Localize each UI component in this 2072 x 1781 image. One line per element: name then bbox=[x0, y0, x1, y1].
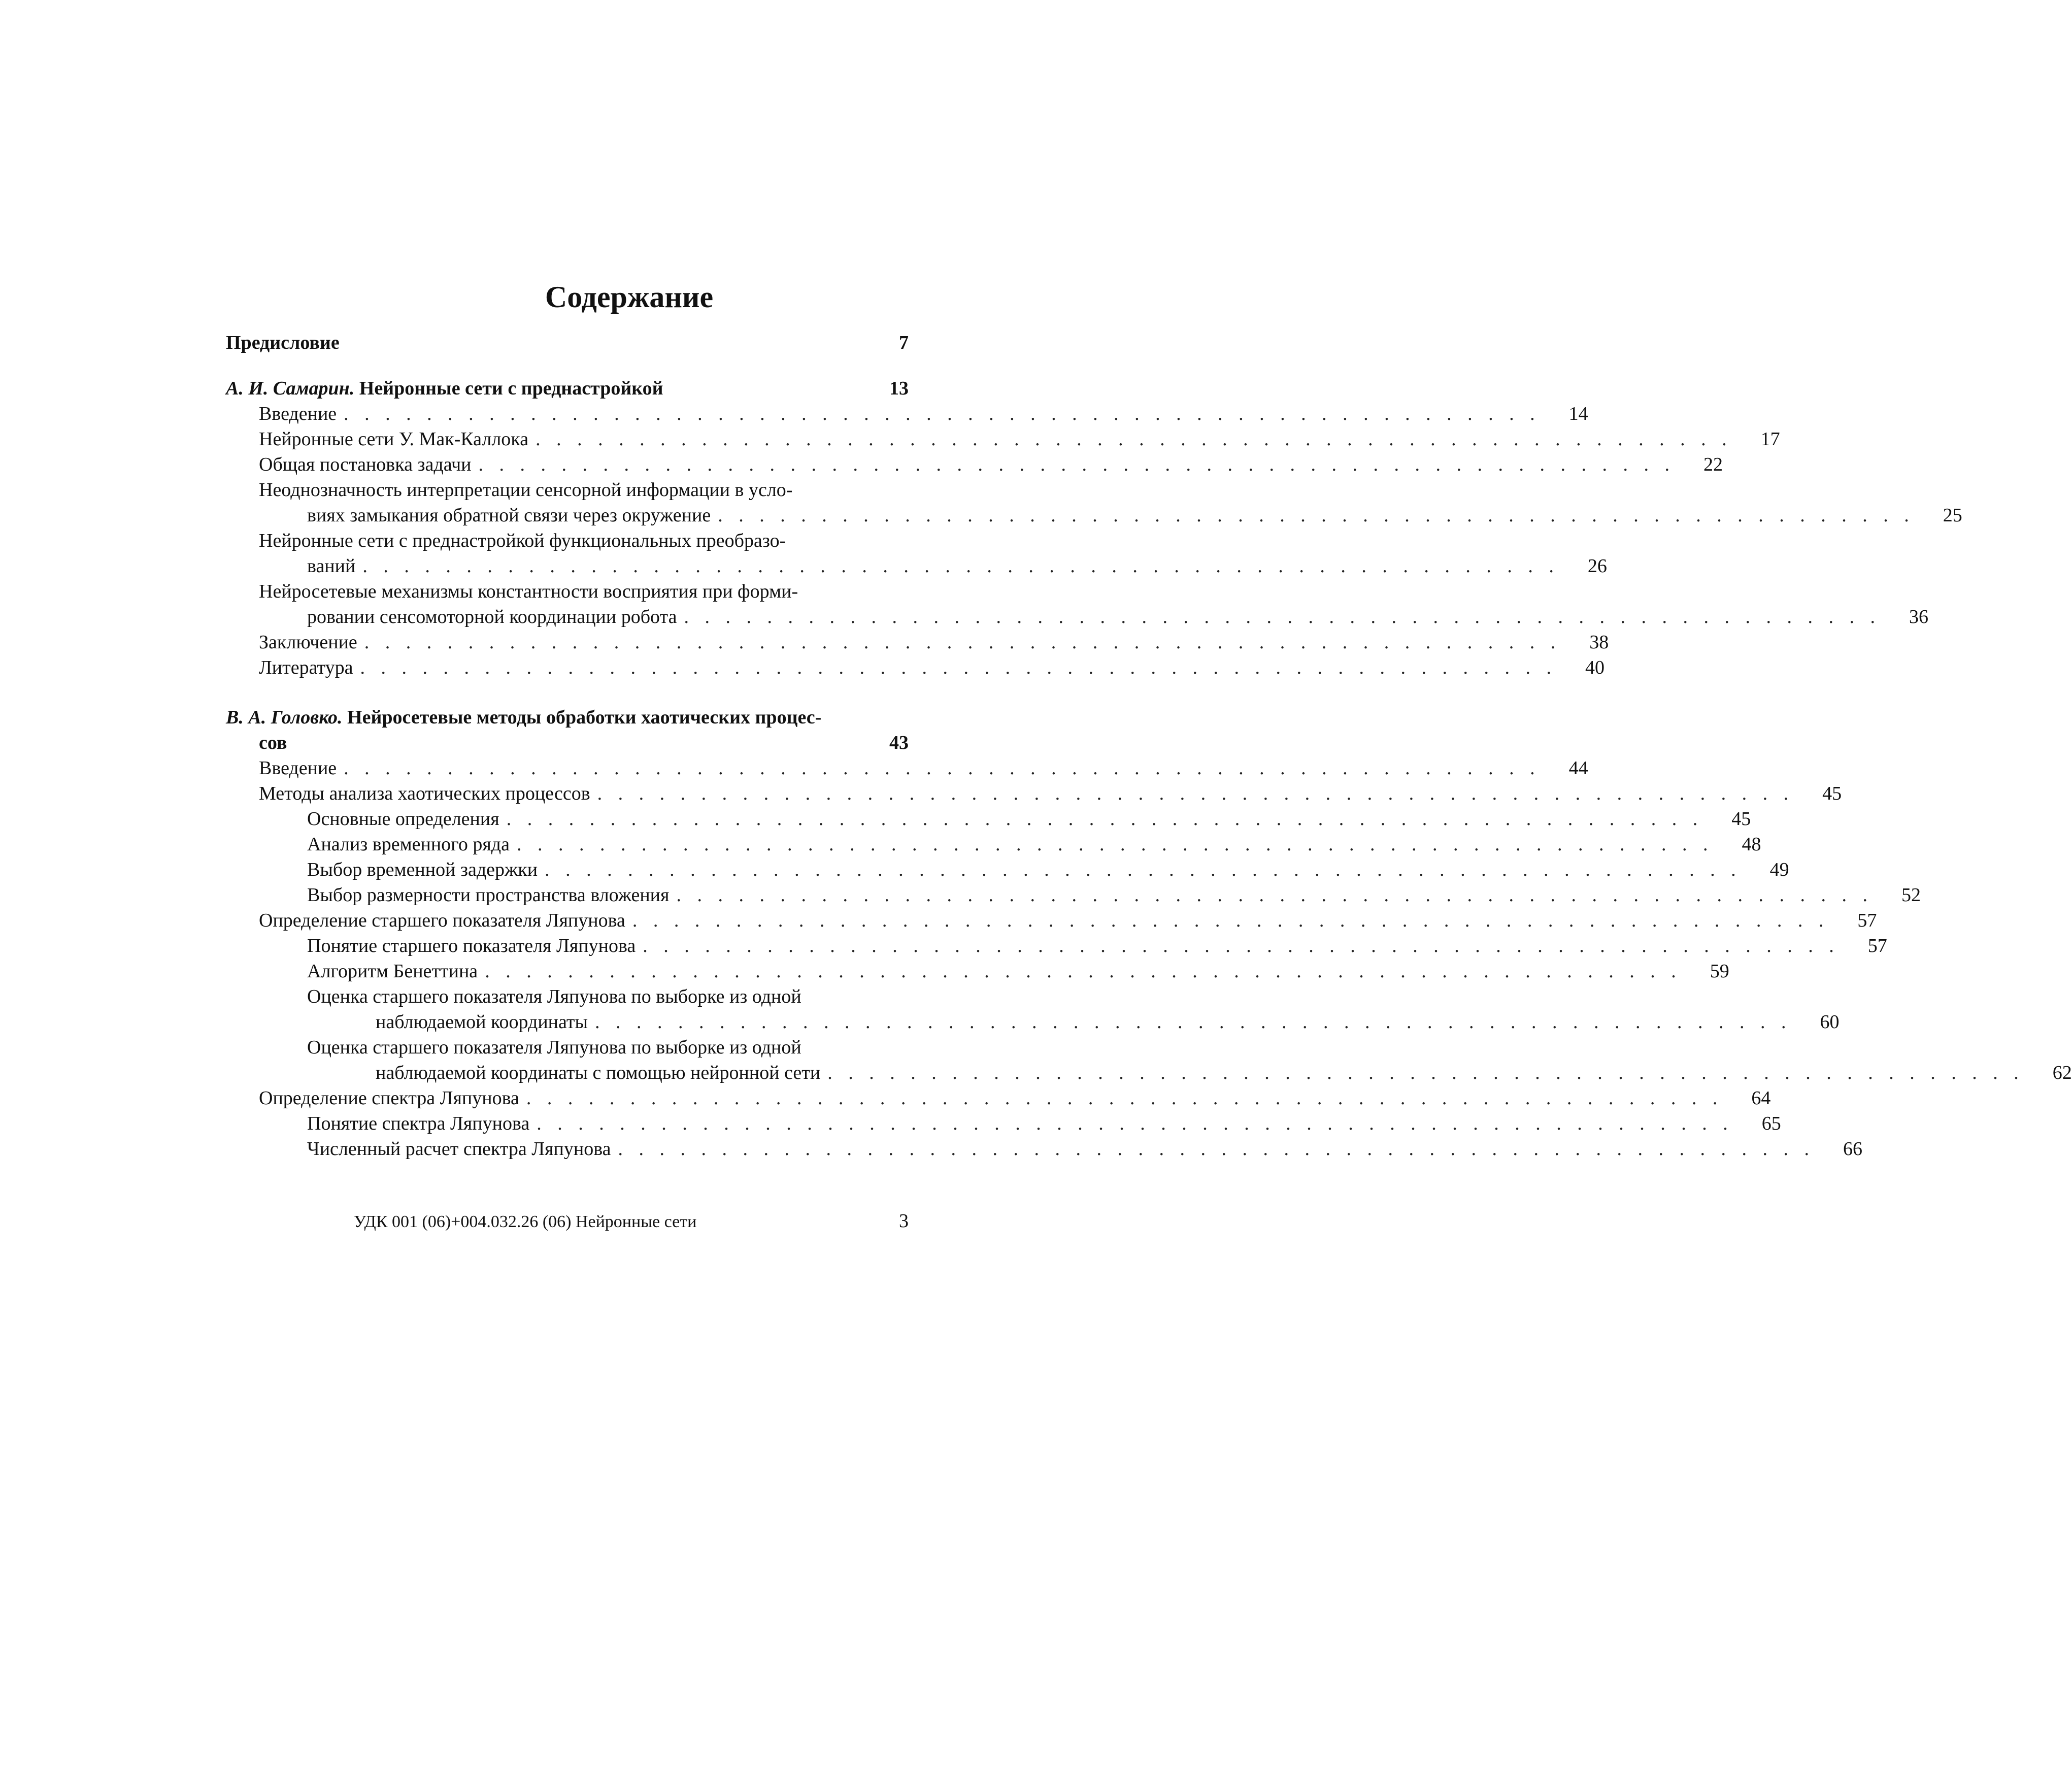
leader-dots: . . . . . . . . . . . . . . . . . . . . . . . . . . . . . . . . . . . . . . . . . . . . . . . . . . . . . . . . . . bbox=[344, 403, 1541, 424]
toc-entry-page: 7 bbox=[899, 332, 909, 353]
leader-dots: . . . . . . . . . . . . . . . . . . . . . . . . . . . . . . . . . . . . . . . . . . . . . . . . . . . . . . . . . . bbox=[718, 505, 1915, 526]
leader-dots: . . . . . . . . . . . . . . . . . . . . . . . . . . . . . . . . . . . . . . . . . . . . . . . . . . . . . . . . . . bbox=[360, 657, 1557, 678]
toc-entry-label: наблюдаемой координаты с помощью нейронной сети bbox=[376, 1062, 821, 1083]
toc-entry-label-line: Нейросетевые механизмы константности восприятия при форми- bbox=[259, 581, 798, 602]
toc-entry[interactable] bbox=[226, 1085, 1771, 1111]
toc-entry-label-line: Оценка старшего показателя Ляпунова по выборке из одной bbox=[307, 986, 801, 1007]
toc-entry-page: 57 bbox=[1867, 935, 1887, 957]
toc-entry[interactable] bbox=[226, 781, 1842, 806]
section-title-line: сов bbox=[259, 732, 287, 753]
section-title-line: Нейросетевые методы обработки хаотических процес- bbox=[347, 707, 822, 728]
toc-entry[interactable] bbox=[226, 477, 1962, 528]
toc-entry[interactable] bbox=[226, 630, 1609, 655]
toc-section-golovko[interactable] bbox=[226, 705, 909, 730]
section-author: В. А. Головко. bbox=[226, 707, 343, 728]
toc-entry[interactable] bbox=[226, 401, 1588, 426]
toc-entry-page: 57 bbox=[1857, 910, 1877, 931]
section-samarin-items bbox=[226, 401, 1962, 680]
leader-dots: . . . . . . . . . . . . . . . . . . . . . . . . . . . . . . . . . . . . . . . . . . . . . . . . . . . . . . . . . . bbox=[684, 606, 1881, 628]
toc-entry-page: 52 bbox=[1901, 884, 1921, 906]
toc-entry-label-line: Нейронные сети с преднастройкой функциональных преобразо- bbox=[259, 530, 786, 551]
leader-dots: . . . . . . . . . . . . . . . . . . . . . . . . . . . . . . . . . . . . . . . . . . . . . . . . . . . . . . . . . . bbox=[827, 1062, 2024, 1083]
toc-entry[interactable] bbox=[226, 832, 1761, 857]
leader-dots: . . . . . . . . . . . . . . . . . . . . . . . . . . . . . . . . . . . . . . . . . . . . . . . . . . . . . . . . . . bbox=[478, 454, 1676, 475]
toc-entry[interactable] bbox=[226, 882, 1921, 908]
toc-entry-page: 45 bbox=[1731, 808, 1751, 830]
toc-entry-page: 60 bbox=[1820, 1011, 1840, 1033]
toc-entry-label: ровании сенсомоторной координации робота bbox=[307, 606, 677, 628]
toc-section-samarin[interactable] bbox=[226, 376, 909, 401]
toc-entry[interactable] bbox=[226, 959, 1729, 984]
toc-entry-label: Выбор временной задержки bbox=[307, 859, 538, 880]
toc-entry-label: Основные определения bbox=[307, 808, 499, 830]
toc-entry[interactable] bbox=[226, 806, 1751, 832]
toc-section-heading bbox=[226, 376, 663, 401]
toc-entry-label: Выбор размерности пространства вложения bbox=[307, 884, 670, 906]
toc-entry[interactable] bbox=[226, 857, 1789, 882]
page-footer bbox=[354, 1208, 909, 1235]
toc-section-golovko-cont[interactable] bbox=[226, 730, 909, 755]
toc-entry-page: 45 bbox=[1822, 783, 1842, 804]
page-title: Содержание bbox=[545, 280, 714, 314]
toc-entry[interactable] bbox=[226, 933, 1887, 959]
leader-dots: . . . . . . . . . . . . . . . . . . . . . . . . . . . . . . . . . . . . . . . . . . . . . . . . . . . . . . . . . . bbox=[643, 935, 1840, 957]
leader-dots: . . . . . . . . . . . . . . . . . . . . . . . . . . . . . . . . . . . . . . . . . . . . . . . . . . . . . . . . . . bbox=[536, 428, 1732, 450]
section-author: А. И. Самарин. bbox=[226, 378, 355, 399]
toc-entry-label: Нейронные сети У. Мак-Каллока bbox=[259, 428, 529, 450]
toc-entry-label: Определение старшего показателя Ляпунова bbox=[259, 910, 625, 931]
section-title: Нейронные сети с преднастройкой bbox=[359, 378, 663, 399]
toc-entry-page: 38 bbox=[1589, 632, 1609, 653]
toc-entry[interactable] bbox=[226, 1035, 2072, 1085]
toc-entry-label-line: Оценка старшего показателя Ляпунова по выборке из одной bbox=[307, 1037, 801, 1058]
toc-entry-label: Определение спектра Ляпунова bbox=[259, 1087, 519, 1109]
toc-entry-page: 25 bbox=[1943, 505, 1962, 526]
toc-entry[interactable] bbox=[226, 1136, 1863, 1162]
toc-entry[interactable] bbox=[226, 755, 1588, 781]
toc-entry-label: виях замыкания обратной связи через окружение bbox=[307, 505, 711, 526]
toc-entry-label: наблюдаемой координаты bbox=[376, 1011, 588, 1033]
leader-dots: . . . . . . . . . . . . . . . . . . . . . . . . . . . . . . . . . . . . . . . . . . . . . . . . . . . . . . . . . . bbox=[537, 1113, 1733, 1134]
leader-dots: . . . . . . . . . . . . . . . . . . . . . . . . . . . . . . . . . . . . . . . . . . . . . . . . . . . . . . . . . . bbox=[618, 1138, 1815, 1160]
toc-entry-preface[interactable] bbox=[226, 330, 909, 355]
toc-entry-page: 40 bbox=[1585, 657, 1605, 678]
toc-entry[interactable] bbox=[226, 452, 1723, 477]
toc-entry-page: 22 bbox=[1703, 454, 1723, 475]
toc-entry[interactable] bbox=[226, 528, 1607, 579]
toc-entry-label: Введение bbox=[259, 403, 337, 424]
toc-entry-page: 59 bbox=[1710, 961, 1729, 982]
section-spacer bbox=[226, 355, 909, 376]
toc-entry[interactable] bbox=[226, 984, 1840, 1035]
leader-dots: . . . . . . . . . . . . . . . . . . . . . . . . . . . . . . . . . . . . . . . . . . . . . . . . . . . . . . . . . . bbox=[344, 757, 1541, 779]
toc-entry-label: ваний bbox=[307, 555, 356, 577]
toc-entry-page: 36 bbox=[1909, 606, 1928, 628]
toc-entry-label: Понятие спектра Ляпунова bbox=[307, 1113, 530, 1134]
toc-entry-page: 62 bbox=[2052, 1062, 2072, 1083]
toc-entry-page: 64 bbox=[1751, 1087, 1771, 1109]
toc-entry-page: 26 bbox=[1587, 555, 1607, 577]
toc-entry[interactable] bbox=[226, 908, 1877, 933]
toc-entry[interactable] bbox=[226, 1111, 1781, 1136]
toc-entry-label: Литература bbox=[259, 657, 353, 678]
toc-entry-label: Численный расчет спектра Ляпунова bbox=[307, 1138, 611, 1160]
leader-dots: . . . . . . . . . . . . . . . . . . . . . . . . . . . . . . . . . . . . . . . . . . . . . . . . . . . . . . . . . . bbox=[506, 808, 1703, 830]
toc-entry-label: Предисловие bbox=[226, 332, 340, 353]
leader-dots: . . . . . . . . . . . . . . . . . . . . . . . . . . . . . . . . . . . . . . . . . . . . . . . . . . . . . . . . . . bbox=[676, 884, 1873, 906]
toc-entry-page: 66 bbox=[1843, 1138, 1863, 1160]
toc-entry-page: 65 bbox=[1761, 1113, 1781, 1134]
section-spacer bbox=[226, 680, 909, 705]
leader-dots: . . . . . . . . . . . . . . . . . . . . . . . . . . . . . . . . . . . . . . . . . . . . . . . . . . . . . . . . . . bbox=[362, 555, 1559, 577]
toc-entry-page: 17 bbox=[1760, 428, 1780, 450]
toc-section-page: 43 bbox=[889, 732, 909, 753]
toc-entry-page: 44 bbox=[1568, 757, 1588, 779]
toc-section-page: 13 bbox=[889, 378, 909, 399]
toc-entry[interactable] bbox=[226, 579, 1928, 630]
leader-dots: . . . . . . . . . . . . . . . . . . . . . . . . . . . . . . . . . . . . . . . . . . . . . . . . . . . . . . . . . . bbox=[517, 834, 1714, 855]
toc-entry-label: Введение bbox=[259, 757, 337, 779]
toc-entry-page: 14 bbox=[1568, 403, 1588, 424]
footer-udc-text: УДК 001 (06)+004.032.26 (06) Нейронные сети bbox=[354, 1212, 697, 1231]
toc-entry-label: Понятие старшего показателя Ляпунова bbox=[307, 935, 636, 957]
leader-dots: . . . . . . . . . . . . . . . . . . . . . . . . . . . . . . . . . . . . . . . . . . . . . . . . . . . . . . . . . . bbox=[485, 961, 1682, 982]
toc-entry-label: Алгоритм Бенеттина bbox=[307, 961, 478, 982]
leader-dots: . . . . . . . . . . . . . . . . . . . . . . . . . . . . . . . . . . . . . . . . . . . . . . . . . . . . . . . . . . bbox=[632, 910, 1829, 931]
toc-entry-page: 48 bbox=[1742, 834, 1761, 855]
page-number: 3 bbox=[899, 1210, 909, 1232]
leader-dots: . . . . . . . . . . . . . . . . . . . . . . . . . . . . . . . . . . . . . . . . . . . . . . . . . . . . . . . . . . bbox=[545, 859, 1742, 880]
toc-entry-label: Заключение bbox=[259, 632, 357, 653]
leader-dots: . . . . . . . . . . . . . . . . . . . . . . . . . . . . . . . . . . . . . . . . . . . . . . . . . . . . . . . . . . bbox=[526, 1087, 1723, 1109]
toc-entry-label: Общая постановка задачи bbox=[259, 454, 472, 475]
toc-entry-page: 49 bbox=[1769, 859, 1789, 880]
table-of-contents bbox=[226, 330, 2072, 1162]
toc-entry-label: Методы анализа хаотических процессов bbox=[259, 783, 590, 804]
leader-dots: . . . . . . . . . . . . . . . . . . . . . . . . . . . . . . . . . . . . . . . . . . . . . . . . . . . . . . . . . . bbox=[595, 1011, 1792, 1033]
leader-dots: . . . . . . . . . . . . . . . . . . . . . . . . . . . . . . . . . . . . . . . . . . . . . . . . . . . . . . . . . . bbox=[597, 783, 1794, 804]
toc-entry[interactable] bbox=[226, 655, 1605, 680]
toc-entry[interactable] bbox=[226, 426, 1780, 452]
leader-dots: . . . . . . . . . . . . . . . . . . . . . . . . . . . . . . . . . . . . . . . . . . . . . . . . . . . . . . . . . . bbox=[364, 632, 1561, 653]
section-golovko-items bbox=[226, 755, 2072, 1162]
toc-entry-label-line: Неоднозначность интерпретации сенсорной информации в усло- bbox=[259, 479, 793, 501]
toc-entry-label: Анализ временного ряда bbox=[307, 834, 510, 855]
